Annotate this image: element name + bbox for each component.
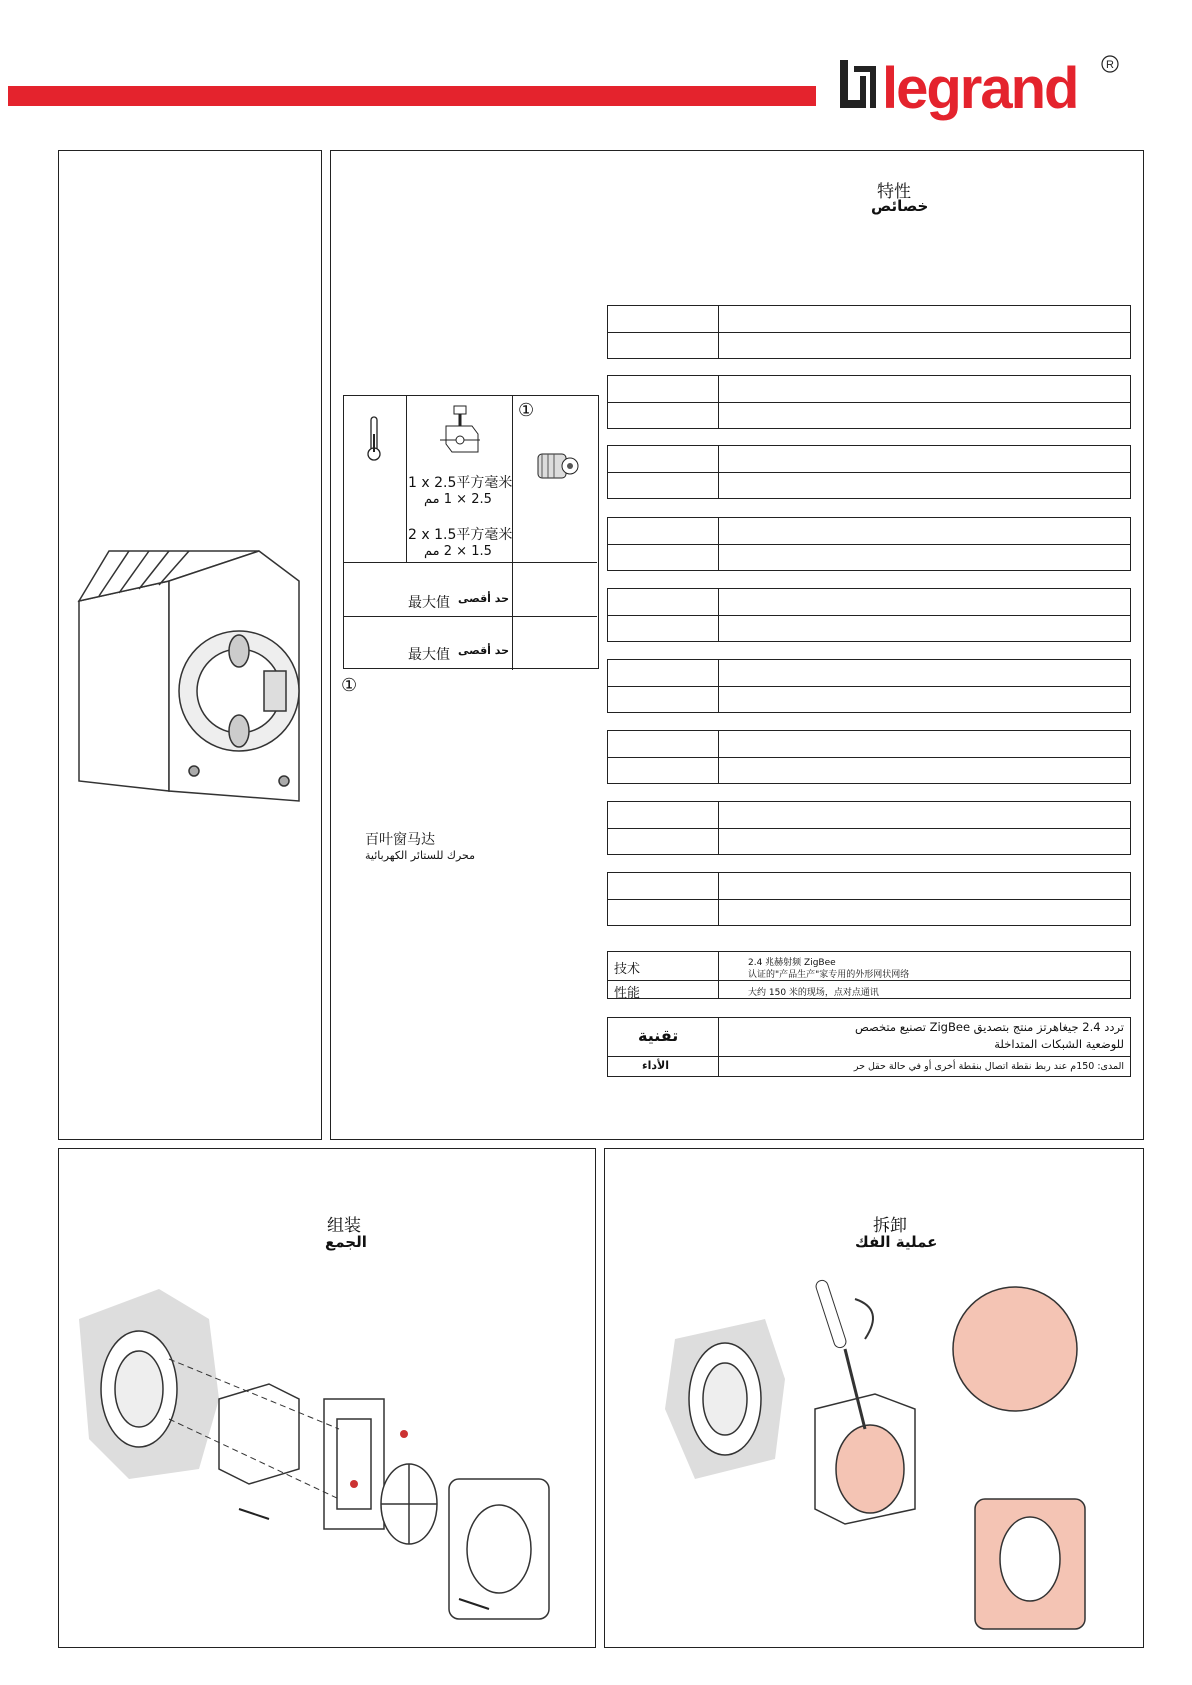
note-marker: ①	[341, 675, 358, 696]
spec-ar-val-1b: للوضعية الشبكات المتداخلة	[994, 1037, 1124, 1051]
cable2-zh: 2 x 1.5平方毫米	[408, 527, 513, 543]
terminal-screw-icon	[438, 404, 482, 458]
spec-zh-val-1b: 认证的"产品生产"家专用的外形网状网络	[748, 970, 910, 980]
cable1-ar: 2.5 × 1 مم	[424, 492, 492, 507]
motor-label-ar: محرك للستائر الكهربائية	[365, 849, 476, 862]
cable2-ar: 1.5 × 2 مم	[424, 544, 492, 559]
max-ar-2: حد أقصى	[458, 644, 510, 657]
assembly-panel	[58, 1148, 596, 1648]
product-image	[69, 541, 309, 821]
spec-table-empty	[607, 305, 1131, 919]
spec-table-ar	[607, 1017, 1131, 1077]
disassembly-illustration	[615, 1259, 1135, 1639]
spec-zh-label-1: 技术	[614, 962, 641, 977]
motor-icon	[532, 448, 580, 484]
max-zh-2: 最大值	[408, 647, 450, 663]
legrand-logo	[830, 52, 1130, 128]
characteristics-title-ar: خصائص	[871, 197, 929, 215]
assembly-illustration	[69, 1279, 589, 1639]
spec-zh-label-2: 性能	[614, 986, 641, 1001]
spec-ar-label-1: تقنية	[638, 1026, 679, 1045]
characteristics-title-zh: 特性	[877, 182, 911, 202]
spec-ar-val-2: المدى: 150م عند ربط نقطة اتصال بنقطة أخرى أو في حالة حقل حر	[853, 1061, 1124, 1072]
disassembly-title-ar: عملية الفك	[855, 1233, 938, 1251]
thermometer-icon	[364, 414, 384, 464]
svg-text:legrand: legrand	[882, 56, 1078, 121]
disassembly-panel	[604, 1148, 1144, 1648]
characteristics-panel	[330, 150, 1144, 1140]
product-panel	[58, 150, 322, 1140]
max-zh-1: 最大值	[408, 595, 450, 611]
svg-text:R: R	[1106, 59, 1114, 71]
note-marker-cell: ①	[518, 400, 535, 421]
spec-table-zh	[607, 951, 1131, 999]
spec-zh-val-2: 大约 150 米的现场，点对点通讯	[748, 988, 879, 998]
spec-ar-val-1a: تردد 2.4 جيغاهرتز منتج بتصديق ZigBee تصنيع متخصص	[854, 1020, 1124, 1034]
wiring-table	[343, 395, 599, 669]
assembly-title-zh: 组装	[327, 1216, 361, 1236]
cable1-zh: 1 x 2.5平方毫米	[408, 475, 513, 491]
assembly-title-ar: الجمع	[325, 1233, 367, 1251]
motor-label-zh: 百叶窗马达	[365, 832, 435, 848]
header-red-bar	[8, 86, 816, 106]
disassembly-title-zh: 拆卸	[873, 1216, 907, 1236]
spec-zh-val-1a: 2.4 兆赫射频 ZigBee	[748, 958, 836, 968]
max-ar-1: حد أقصى	[458, 592, 510, 605]
spec-ar-label-2: الأداء	[642, 1059, 670, 1072]
